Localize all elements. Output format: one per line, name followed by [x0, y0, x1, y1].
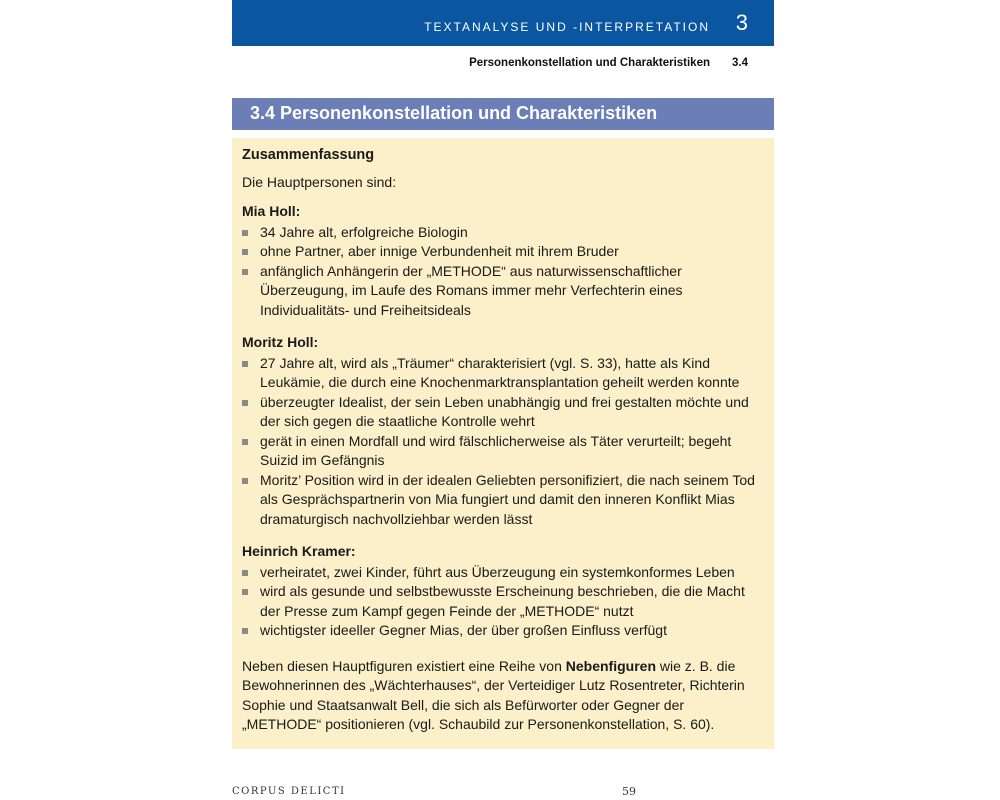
trait-list: [242, 223, 756, 321]
trait-list: [242, 563, 756, 641]
trait-item: gerät in einen Mordfall und wird fälschlicherweise als Täter verurteilt; begeht Suizid im Gefängnis: [242, 432, 756, 471]
footer-page-number: 59: [622, 785, 636, 798]
summary-heading: Zusammenfassung: [242, 147, 375, 163]
trait-item: wichtigster ideeller Gegner Mias, der über großen Einfluss verfügt: [242, 621, 756, 641]
trait-item: ohne Partner, aber innige Verbundenheit mit ihrem Bruder: [242, 242, 756, 262]
summary-box: [232, 138, 774, 749]
running-head-title: Personenkonstellation und Charakteristiken: [469, 57, 710, 69]
trait-item: verheiratet, zwei Kinder, führt aus Überzeugung ein systemkonformes Leben: [242, 563, 756, 583]
trait-item: wird als gesunde und selbstbewusste Erscheinung beschrieben, die die Macht der Presse zum Kampf gegen Feinde der „METHODE“ nutzt: [242, 582, 756, 621]
trait-item: anfänglich Anhängerin der „METHODE“ aus naturwissenschaftlicher Überzeugung, im Laufe des Romans immer mehr Verfechterin eines Individualitäts- und Freiheitsideals: [242, 262, 756, 321]
trait-item: 27 Jahre alt, wird als „Träumer“ charakterisiert (vgl. S. 33), hatte als Kind Leukämie, die durch eine Knochenmarktransplantation geheilt werden konnte: [242, 354, 756, 393]
trait-list: [242, 354, 756, 530]
running-head: [232, 57, 774, 73]
running-head-number: 3.4: [732, 57, 748, 69]
person-name: Heinrich Kramer:: [242, 543, 356, 559]
section-title-bar: [232, 98, 774, 130]
person-kramer: [242, 542, 756, 641]
chapter-title: TEXTANALYSE UND -INTERPRETATION: [424, 20, 710, 34]
closing-text-end: wie z. B. die Bewohnerinnen des „Wächterhauses“, der Verteidiger Lutz Rosentreter, Richterin Sophie und Staatsanwalt Bell, die sich als Befürworter oder Gegner der „METHODE“ positionieren (vgl. Schaubild zur Personenkonstellation, S. 60).: [242, 657, 745, 732]
trait-item: Moritz’ Position wird in der idealen Geliebten personifiziert, die nach seinem Tod als Gesprächspartnerin von Mia fungiert und damit den inneren Konflikt Mias dramaturgisch nachvollziehbar werden lässt: [242, 471, 756, 530]
chapter-number: 3: [735, 10, 748, 35]
section-title: 3.4 Personenkonstellation und Charakteristiken: [250, 103, 658, 123]
summary-intro: Die Hauptpersonen sind:: [242, 173, 397, 190]
person-moritz: [242, 333, 756, 529]
person-mia: [242, 202, 756, 320]
closing-paragraph: [242, 657, 756, 735]
chapter-header-band: [232, 0, 774, 46]
trait-item: 34 Jahre alt, erfolgreiche Biologin: [242, 223, 756, 243]
trait-item: überzeugter Idealist, der sein Leben unabhängig und frei gestalten möchte und der sich gegen die staatliche Kontrolle wehrt: [242, 393, 756, 432]
person-name: Moritz Holl:: [242, 334, 319, 350]
footer-book-title: CORPUS DELICTI: [232, 786, 346, 797]
closing-bold-term: Nebenfiguren: [565, 657, 656, 674]
person-name: Mia Holl:: [242, 203, 301, 219]
closing-text-start: Neben diesen Hauptfiguren existiert eine Reihe von: [242, 657, 566, 674]
